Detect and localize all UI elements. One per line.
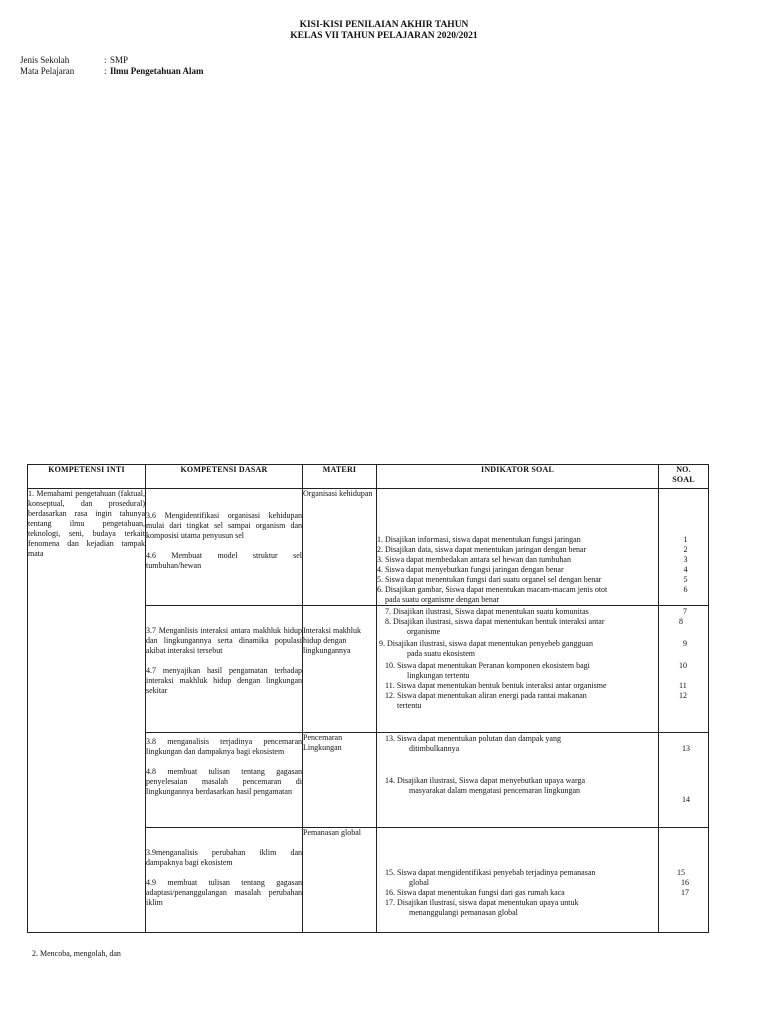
nomor-item: 15 [677,868,685,877]
indikator-cell [377,828,659,933]
ki-2-text: 2. Mencoba, mengolah, dan [32,949,121,958]
table-header-row [28,465,709,489]
nomor-item: 9 [683,639,687,648]
indikator-item: 6. Disajikan gambar, Siswa dapat menentukan macam-macam jenis otot [377,585,608,594]
indikator-item-cont: masyarakat dalam mengatasi pencemaran lingkungan [409,786,581,795]
indikator-item: 4. Siswa dapat menyebutkan fungsi jaringan dengan benar [377,565,564,574]
indikator-item: 8. Disajikan ilustrasi, siswa dapat menentukan bentuk interaksi antar [385,617,605,626]
nomor-item: 16 [681,878,689,887]
materi-text: Pemanasan global [303,828,361,837]
subject-colon: : [104,66,107,76]
indikator-item-cont: menanggulangi pemanasan global [409,908,518,917]
indikator-item: 12. Siswa dapat menentukan aliran energi pada rantai makanan [385,691,587,700]
kd-3-6: 3.6 Mengidentifikasi organisasi kehidupan mulai dari tingkat sel sampai organism dan komposisi utama penyusun sel [146,511,302,540]
indikator-item-cont: pada suatu ekosistem [407,649,475,658]
nomor-item: 3 [683,555,688,564]
kd-cell [146,733,303,828]
materi-text: Pencemaran Lingkungan [303,733,343,752]
materi-text: Interaksi makhluk hidup dengan lingkungannya [303,626,361,655]
materi-cell [303,733,377,828]
kd-cell [146,489,303,606]
document-title-line-1: KISI-KISI PENILAIAN AKHIR TAHUN [299,20,469,30]
nomor-cell [659,489,709,606]
school-label: Jenis Sekolah [20,55,70,65]
kd-4-6: 4.6 Membuat model struktur sel tumbuhan/hewan [146,551,302,570]
indikator-item: 13. Siswa dapat menentukan polutan dan dampak yang [385,734,561,743]
subject-value: Ilmu Pengetahuan Alam [110,66,204,76]
indikator-item: 7. Disajikan ilustrasi, Siswa dapat menentukan suatu komunitas [385,607,589,616]
ki-cell [28,489,146,958]
kisi-table [27,464,709,958]
school-colon: : [104,55,107,65]
header-no-line-2: SOAL [672,475,695,484]
indikator-item: 1. Disajikan informasi, siswa dapat menentukan fungsi jaringan [377,535,581,544]
kd-3-7: 3.7 Menganlisis interaksi antara makhluk hidup dan lingkungannya serta dinamika populasi akibat interaksi tersebut [146,626,302,655]
materi-cell [303,828,377,933]
materi-cell [303,606,377,733]
indikator-item-cont: tertentu [397,701,422,710]
indikator-item-cont: ditimbulkannya [409,744,460,753]
indikator-item-cont: lingkungan tertentu [407,671,470,680]
header-kd: KOMPETENSI DASAR [146,465,303,489]
header-materi: MATERI [303,465,377,489]
indikator-item: 2. Disajikan data, siswa dapat menentukan jaringan dengan benar [377,545,587,554]
indikator-cell [377,606,659,733]
nomor-item: 10 [679,661,687,670]
document-title-line-2: KELAS VII TAHUN PELAJARAN 2020/2021 [290,31,478,41]
nomor-item: 11 [679,681,687,690]
nomor-cell [659,828,709,933]
kd-3-9: 3.9menganalisis perubahan iklim dan dampaknya bagi ekosistem [146,848,302,867]
nomor-cell [659,733,709,828]
header-ki: KOMPETENSI INTI [28,465,146,489]
nomor-item: 8 [679,617,683,626]
indikator-item-cont: organisme [407,627,441,636]
nomor-item: 6 [683,585,688,594]
ki-1-text: 1. Memahami pengetahuan (faktual, konseptual, dan prosedural) berdasarkan rasa ingin tahunya tentang ilmu pengetahuan, teknologi, seni, budaya terkait fenomena dan kejadian tampak mata [28,489,145,558]
subject-label: Mata Pelajaran [20,66,75,76]
nomor-item: 14 [682,795,690,804]
indikator-item: 3. Siswa dapat membedakan antara sel hewan dan tumbuhan [377,555,571,564]
nomor-item: 13 [682,744,690,753]
nomor-item: 7 [683,607,687,616]
kd-cell [146,828,303,933]
nomor-item: 1 [683,535,688,544]
indikator-item-cont: global [409,878,429,887]
kd-cell [146,606,303,733]
indikator-item: 5. Siswa dapat menentukan fungsi dari suatu organel sel dengan benar [377,575,602,584]
indikator-item: 10. Siswa dapat menentukan Peranan komponen ekosistem bagi [385,661,590,670]
nomor-item: 17 [681,888,689,897]
indikator-item: 17. Disajikan ilustrasi, siswa dapat menentukan upaya untuk [385,898,579,907]
indikator-item-cont: pada suatu organisme dengan benar [385,595,500,604]
indikator-item: 14. Disajikan ilustrasi, Siswa dapat menyebutkan upaya warga [385,776,586,785]
indikator-item: 15. Siswa dapat mengidentifikasi penyebab terjadinya pemanasan [385,868,596,877]
table-row [28,489,709,606]
kd-4-7: 4.7 menyajikan hasil pengamatan terhadap interaksi makhluk hidup dengan lingkungan sekitar [146,666,302,695]
nomor-item: 4 [683,565,688,574]
header-no-line-1: NO. [676,465,691,474]
indikator-cell [377,489,659,606]
school-value: SMP [110,55,129,65]
header-indikator: INDIKATOR SOAL [377,465,659,489]
materi-text: Organisasi kehidupan [303,489,373,498]
meta-subject-row [20,66,204,77]
meta-school-row [20,55,128,66]
nomor-item: 5 [683,575,688,584]
indikator-item: 11. Siswa dapat menentukan bentuk bentuk interaksi antar organisme [385,681,607,690]
kd-3-8: 3.8 menganalisis terjadinya pencemaran lingkungan dan dampaknya bagi ekosistem [146,737,302,756]
materi-cell [303,489,377,606]
indikator-item: 9. Disajikan ilustrasi, siswa dapat menentukan penyebeb gangguan [379,639,593,648]
kd-4-9: 4.9 membuat tulisan tentang gagasan adaptasi/penanggulangan masalah perubahan iklim [146,878,302,907]
nomor-item: 2 [683,545,688,554]
header-no-soal [659,465,709,489]
nomor-cell [659,606,709,733]
indikator-cell [377,733,659,828]
indikator-item: 16. Siswa dapat menentukan fungsi dari gas rumah kaca [385,888,565,897]
kd-4-8: 4.8 membuat tulisan tentang gagasan penyelesaian masalah pencemaran di lingkungannya berdasarkan hasil pengamatan [146,767,302,796]
nomor-item: 12 [679,691,687,700]
